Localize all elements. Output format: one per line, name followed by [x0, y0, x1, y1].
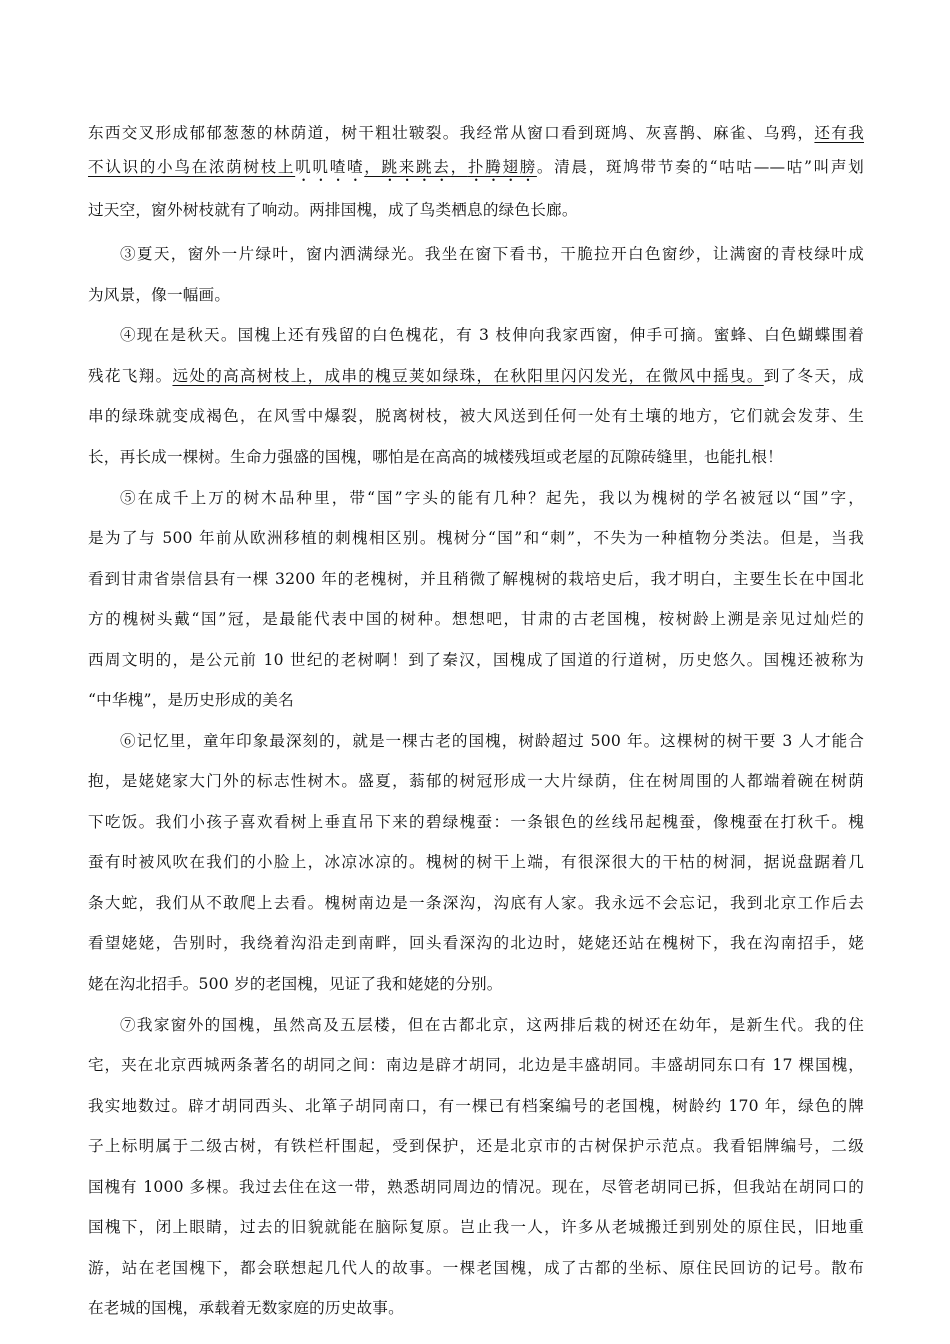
paragraph-6-line-4: 蚕有时被风吹在我们的小脸上，冰凉冰凉的。槐树的树干上端，有很深很大的干枯的树洞，据说盘踞着几	[88, 853, 864, 871]
paragraph-6-line-7: 姥在沟北招手。500 岁的老国槐，见证了我和姥姥的分别。	[88, 975, 503, 993]
text-run: 残花飞翔。	[88, 367, 173, 385]
paragraph-5-line-6: “中华槐”，是历史形成的美名	[88, 691, 294, 709]
paragraph-2-line-1	[88, 121, 864, 145]
paragraph-6-line-3: 下吃饭。我们小孩子喜欢看树上垂直吊下来的碧绿槐蚕：一条银色的丝线吊起槐蚕，像槐蚕在打秋千。槐	[88, 813, 864, 831]
paragraph-7-line-7: 游，站在老国槐下，都会联想起几代人的故事。一棵老国槐，成了古都的坐标、原住民回访的记号。散布	[88, 1259, 864, 1277]
paragraph-7-line-8: 在老城的国槐，承载着无数家庭的历史故事。	[88, 1299, 404, 1317]
paragraph-3-line-1: ③夏天，窗外一片绿叶，窗内洒满绿光。我坐在窗下看书，干脆拉开白色窗纱，让满窗的青枝绿叶成	[120, 245, 864, 263]
underlined-comma: ，	[450, 158, 468, 176]
text-run: 到了冬天，成	[763, 367, 864, 385]
paragraph-3-line-2: 为风景，像一幅画。	[88, 286, 231, 304]
paragraph-2-line-3: 过天空，窗外树枝就有了响动。两排国槐，成了鸟类栖息的绿色长廊。	[88, 201, 578, 219]
paragraph-6-line-1: ⑥记忆里，童年印象最深刻的，就是一棵古老的国槐，树龄超过 500 年。这棵树的树干要 3 人才能合	[120, 732, 864, 750]
paragraph-4-line-4: 长，再长成一棵树。生命力强盛的国槐，哪怕是在高高的城楼残垣或老屋的瓦隙砖缝里，也能扎根！	[88, 448, 783, 466]
paragraph-5-line-4: 方的槐树头戴“国”冠，是最能代表中国的树种。想想吧，甘肃的古老国槐，桉树龄上溯是亲见过灿烂的	[88, 610, 864, 628]
underlined-comma: ，	[364, 158, 382, 176]
paragraph-7-line-6: 国槐下，闭上眼睛，过去的旧貌就能在脑际复原。岂止我一人，许多从老城搬迁到别处的原住民，旧地重	[88, 1218, 864, 1236]
paragraph-4-line-3: 串的绿珠就变成褐色，在风雪中爆裂，脱离树枝，被大风送到任何一处有土壤的地方，它们就会发芽、生	[88, 407, 864, 425]
paragraph-5-line-2: 是为了与 500 年前从欧洲移植的刺槐相区别。槐树分“国”和“刺”，不失为一种植物分类法。但是，当我	[88, 529, 864, 547]
paragraph-7-line-2: 宅，夹在北京西城两条著名的胡同之间：南边是辟才胡同，北边是丰盛胡同。丰盛胡同东口有 17 棵国槐，	[88, 1056, 864, 1074]
paragraph-6-line-5: 条大蛇，我们从不敢爬上去看。槐树南边是一条深沟，沟底有人家。我永远不会忘记，我到北京工作后去	[88, 894, 864, 912]
paragraph-2-line-2	[88, 155, 864, 179]
text-run: 东西交叉形成郁郁葱葱的林荫道，树干粗壮皲裂。我经常从窗口看到斑鸠、灰喜鹊、麻雀、乌鸦，	[88, 124, 815, 142]
dotted-underlined-phrase: 扑腾翅膀	[467, 158, 537, 176]
underlined-sentence: 还有我	[814, 124, 864, 142]
paragraph-7-line-3: 我实地数过。辟才胡同西头、北箪子胡同南口，有一棵已有档案编号的老国槐，树龄约 170 年，绿色的牌	[88, 1097, 864, 1115]
paragraph-5-line-3: 看到甘肃省崇信县有一棵 3200 年的老槐树，并且稍微了解槐树的栽培史后，我才明白，主要生长在中国北	[88, 570, 864, 588]
dotted-underlined-phrase: 跳来跳去	[381, 158, 451, 176]
underlined-sentence: 不认识的小鸟在浓荫树枝上	[88, 158, 296, 176]
paragraph-4-line-1: ④现在是秋天。国槐上还有残留的白色槐花，有 3 枝伸向我家西窗，伸手可摘。蜜蜂、白色蝴蝶围着	[120, 326, 864, 344]
paragraph-7-line-4: 子上标明属于二级古树，有铁栏杆围起，受到保护，还是北京市的古树保护示范点。我看铝牌编号，二级	[88, 1137, 864, 1155]
paragraph-5-line-5: 西周文明的，是公元前 10 世纪的老树啊！到了秦汉，国槐成了国道的行道树，历史悠久。国槐还被称为	[88, 651, 864, 669]
paragraph-6-line-6: 看望姥姥，告别时，我绕着沟沿走到南畔，回头看深沟的北边时，姥姥还站在槐树下，我在沟南招手，姥	[88, 934, 864, 952]
text-run: 。清晨，斑鸠带节奏的“咕咕——咕”叫声划	[536, 158, 864, 176]
paragraph-6-line-2: 抱，是姥姥家大门外的标志性树木。盛夏，蓊郁的树冠形成一大片绿荫，住在树周围的人都端着碗在树荫	[88, 772, 864, 790]
paragraph-5-line-1: ⑤在成千上万的树木品种里，带“国”字头的能有几种？起先，我以为槐树的学名被冠以“国”字，	[120, 489, 864, 507]
dotted-phrase: 叽叽喳喳	[295, 158, 365, 176]
paragraph-7-line-5: 国槐有 1000 多棵。我过去住在这一带，熟悉胡同周边的情况。现在，尽管老胡同已拆，但我站在胡同口的	[88, 1178, 864, 1196]
paragraph-4-line-2	[88, 364, 864, 388]
underlined-sentence: 远处的高高树枝上，成串的槐豆荚如绿珠，在秋阳里闪闪发光，在微风中摇曳。	[172, 367, 764, 385]
paragraph-7-line-1: ⑦我家窗外的国槐，虽然高及五层楼，但在古都北京，这两排后栽的树还在幼年，是新生代。我的住	[120, 1016, 864, 1034]
